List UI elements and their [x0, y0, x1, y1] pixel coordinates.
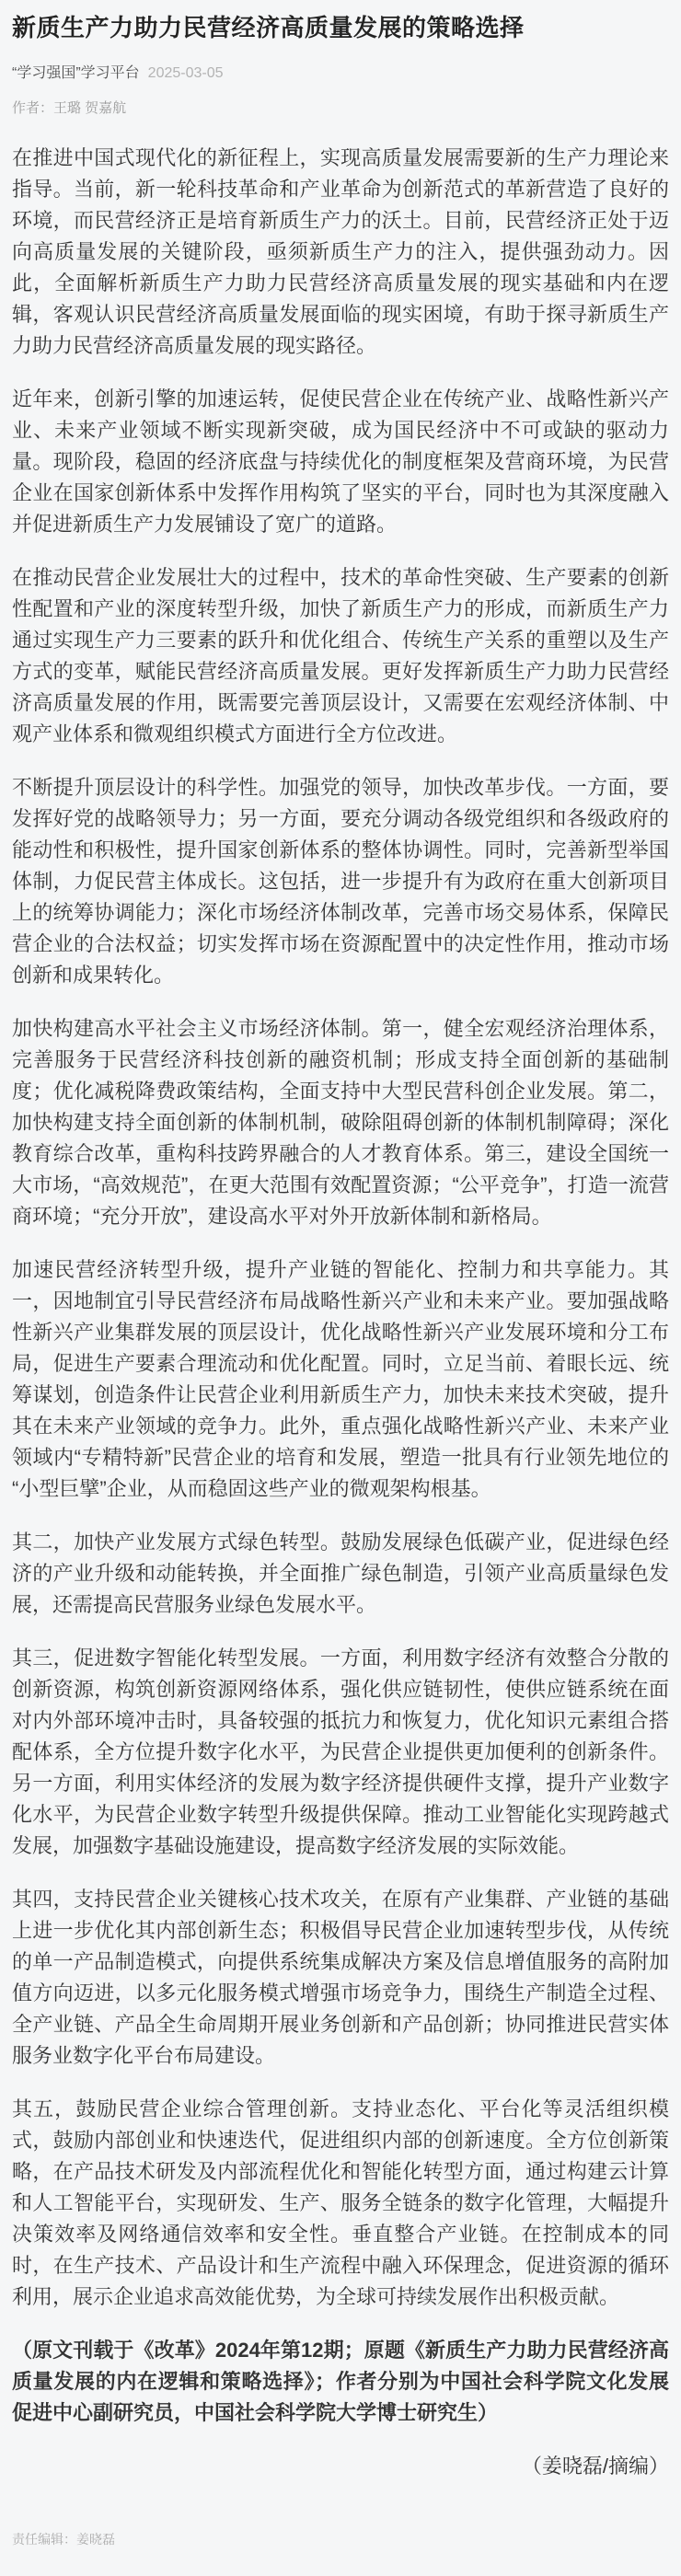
author-line [12, 98, 669, 117]
digest-credit: （姜晓磊/摘编） [521, 2454, 669, 2478]
editor-name: 姜晓磊 [76, 2531, 115, 2547]
article-paragraph: 不断提升顶层设计的科学性。加强党的领导，加快改革步伐。一方面，要发挥好党的战略领导力；另一方面，要充分调动各级党组织和各级政府的能动性和积极性，提升国家创新体系的整体协调性。同时，完善新型举国体制，力促民营主体成长。这包括，进一步提升有为政府在重大创新项目上的统筹协调能力；深化市场经济体制改革，完善市场交易体系，保障民营企业的合法权益；切实发挥市场在资源配置中的决定性作用，推动市场创新和成果转化。 [12, 775, 669, 987]
article-paragraph: 其五，鼓励民营企业综合管理创新。支持业态化、平台化等灵活组织模式，鼓励内部创业和快速迭代，促进组织内部的创新速度。全方位创新策略，在产品技术研发及内部流程优化和智能化转型方面，通过构建云计算和人工智能平台，实现研发、生产、服务全链条的数字化管理，大幅提升决策效率及网络通信效率和安全性。垂直整合产业链。在控制成本的同时，在生产技术、产品设计和生产流程中融入环保理念，促进资源的循环利用，展示企业追求高效能优势，为全球可持续发展作出积极贡献。 [12, 2097, 669, 2308]
footer [12, 2530, 669, 2548]
author-names: 王璐 贺嘉航 [53, 99, 127, 116]
article-paragraph: 其三，促进数字智能化转型发展。一方面，利用数字经济有效整合分散的创新资源，构筑创新资源网络体系，强化供应链韧性，使供应链系统在面对内外部环境冲击时，具备较强的抵抗力和恢复力，优化知识元素组合搭配体系，全方位提升数字化水平，为民营企业提供更加便利的创新条件。另一方面，利用实体经济的发展为数字经济提供硬件支撑，提升产业数字化水平，为民营企业数字转型升级提供保障。推动工业智能化实现跨越式发展，加强数字基础设施建设，提高数字经济发展的实际效能。 [12, 1646, 669, 1857]
editor-label: 责任编辑： [12, 2531, 76, 2547]
article-paragraph: 其四，支持民营企业关键核心技术攻关，在原有产业集群、产业链的基础上进一步优化其内部创新生态；积极倡导民营企业加速转型步伐，从传统的单一产品制造模式，向提供系统集成解决方案及信息增值服务的高附加值方向迈进，以多元化服务模式增强市场竞争力，围绕生产制造全过程、全产业链、产品全生命周期开展业务创新和产品创新；协同推进民营实体服务业数字化平台布局建设。 [12, 1887, 669, 2067]
closing-note: （原文刊载于《改革》2024年第12期；原题《新质生产力助力民营经济高质量发展的内在逻辑和策略选择》；作者分别为中国社会科学院文化发展促进中心副研究员，中国社会科学院大学博士研究生） [12, 2338, 669, 2424]
author-label: 作者： [12, 99, 54, 116]
article-paragraph: 其二，加快产业发展方式绿色转型。鼓励发展绿色低碳产业，促进绿色经济的产业升级和动能转换，并全面推广绿色制造，引领产业高质量绿色发展，还需提高民营服务业绿色发展水平。 [12, 1530, 669, 1616]
article-paragraph: 加速民营经济转型升级，提升产业链的智能化、控制力和共享能力。其一，因地制宜引导民营经济布局战略性新兴产业和未来产业。要加强战略性新兴产业集群发展的顶层设计，优化战略性新兴产业发展环境和分工布局，促进生产要素合理流动和优化配置。同时，立足当前、着眼长远、统筹谋划，创造条件让民营企业利用新质生产力，加快未来技术突破，提升其在未来产业领域的竞争力。此外，重点强化战略性新兴产业、未来产业领域内“专精特新”民营企业的培育和发展，塑造一批具有行业领先地位的“小型巨擘”企业，从而稳固这些产业的微观架构根基。 [12, 1257, 669, 1500]
publish-date: 2025-03-05 [147, 64, 224, 81]
source-name: “学习强国”学习平台 [12, 64, 140, 81]
article-meta [12, 64, 669, 82]
article-title: 新质生产力助力民营经济高质量发展的策略选择 [12, 14, 525, 41]
article-paragraph: 在推进中国式现代化的新征程上，实现高质量发展需要新的生产力理论来指导。当前，新一轮科技革命和产业革命为创新范式的革新营造了良好的环境，而民营经济正是培育新质生产力的沃土。目前，民营经济正处于迈向高质量发展的关键阶段，亟须新质生产力的注入，提供强劲动力。因此，全面解析新质生产力助力民营经济高质量发展的现实基础和内在逻辑，客观认识民营经济高质量发展面临的现实困境，有助于探寻新质生产力助力民营经济高质量发展的现实路径。 [12, 145, 669, 357]
article-paragraph: 在推动民营企业发展壮大的过程中，技术的革命性突破、生产要素的创新性配置和产业的深度转型升级，加快了新质生产力的形成，而新质生产力通过实现生产力三要素的跃升和优化组合、传统生产关系的重塑以及生产方式的变革，赋能民营经济高质量发展。更好发挥新质生产力助力民营经济高质量发展的作用，既需要完善顶层设计，又需要在宏观经济体制、中观产业体系和微观组织模式方面进行全方位改进。 [12, 565, 669, 745]
article-paragraph: 近年来，创新引擎的加速运转，促使民营企业在传统产业、战略性新兴产业、未来产业领域不断实现新突破，成为国民经济中不可或缺的驱动力量。现阶段，稳固的经济底盘与持续优化的制度框架及营商环境，为民营企业在国家创新体系中发挥作用构筑了坚实的平台，同时也为其深度融入并促进新质生产力发展铺设了宽广的道路。 [12, 387, 669, 536]
article-body [12, 143, 669, 2313]
article-paragraph: 加快构建高水平社会主义市场经济体制。第一，健全宏观经济治理体系，完善服务于民营经济科技创新的融资机制；形成支持全面创新的基础制度；优化减税降费政策结构，全面支持中大型民营科创企业发展。第二，加快构建支持全面创新的体制机制，破除阻碍创新的体制机制障碍；深化教育综合改革，重构科技跨界融合的人才教育体系。第三，建设全国统一大市场，“高效规范”，在更大范围有效配置资源；“公平竞争”，打造一流营商环境；“充分开放”，建设高水平对外开放新体制和新格局。 [12, 1016, 669, 1228]
